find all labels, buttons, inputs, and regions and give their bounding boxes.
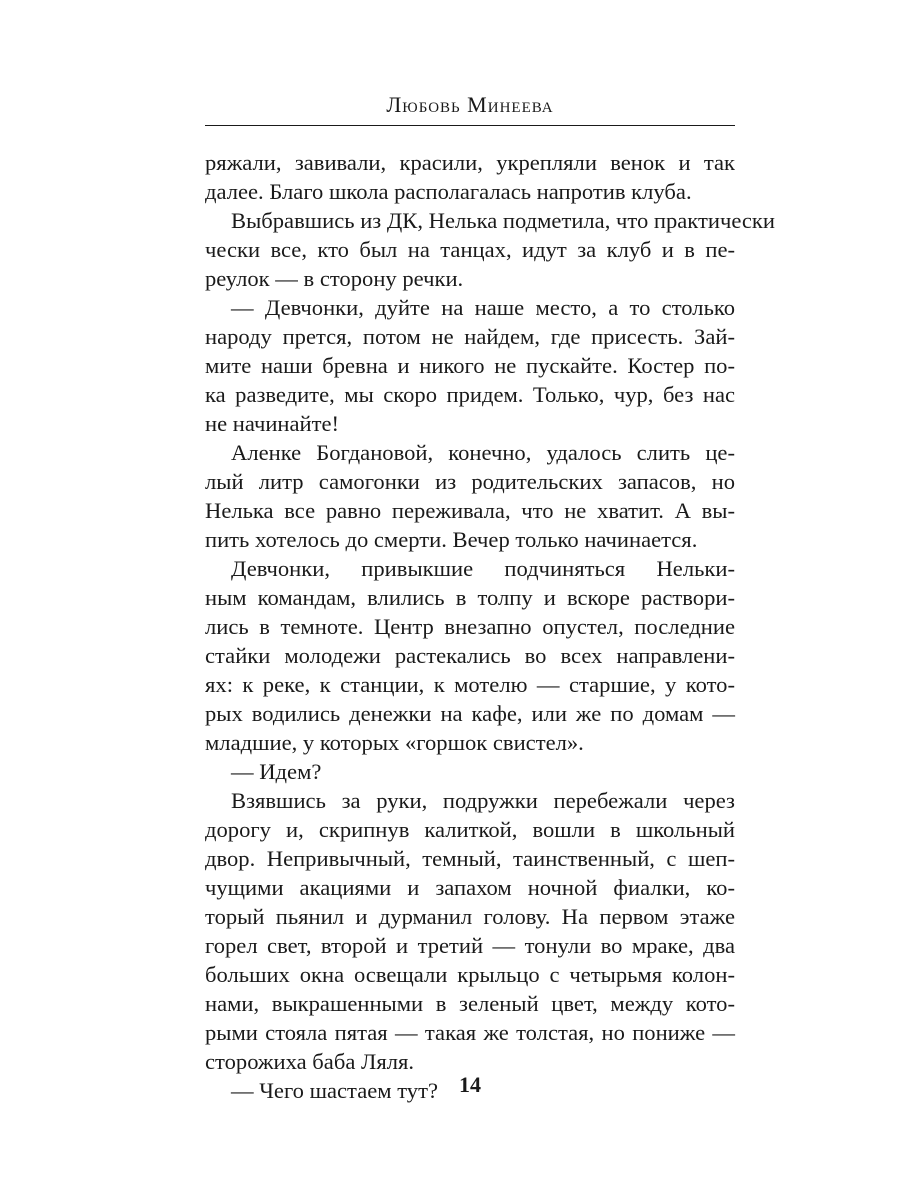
header-rule <box>205 125 735 126</box>
text-line: ряжали, завивали, красили, укрепляли венок и так <box>205 150 735 175</box>
text-line: — Идем? <box>231 759 322 784</box>
text-line: лый литр самогонки из родительских запасов, но <box>205 469 735 494</box>
text-line: реулок — в сторону речки. <box>205 266 464 291</box>
text-line: ка разведите, мы скоро придем. Только, чур, без нас <box>205 382 735 407</box>
text-line: рых водились денежки на кафе, или же по домам — <box>205 701 735 726</box>
text-line: больших окна освещали крыльцо с четырьмя колон- <box>205 962 735 987</box>
paragraph <box>205 438 735 554</box>
text-line: не начинайте! <box>205 411 340 436</box>
running-head: Любовь Минеева <box>386 92 554 117</box>
page-number: 14 <box>459 1072 481 1097</box>
paragraph <box>205 293 735 438</box>
paragraph <box>205 786 735 1076</box>
text-line: нами, выкрашенными в зеленый цвет, между кото- <box>205 991 735 1016</box>
paragraph <box>205 554 735 757</box>
text-line: сторожиха баба Ляля. <box>205 1049 415 1074</box>
paragraph <box>205 757 735 786</box>
text-line: горел свет, второй и третий — тонули во мраке, два <box>205 933 735 958</box>
text-line: — Девчонки, дуйте на наше место, а то столько <box>231 295 735 320</box>
text-line: чески все, кто был на танцах, идут за клуб и в пе- <box>205 237 735 262</box>
text-line: ях: к реке, к станции, к мотелю — старшие, у кото- <box>205 672 735 697</box>
text-line: пить хотелось до смерти. Вечер только начинается. <box>205 527 698 552</box>
text-line: — Чего шастаем тут? <box>231 1078 438 1103</box>
text-line: торый пьянил и дурманил голову. На первом этаже <box>205 904 735 929</box>
text-line: ным командам, влились в толпу и вскоре раствори- <box>205 585 735 610</box>
text-line: младшие, у которых «горшок свистел». <box>205 730 584 755</box>
text-line: народу прется, потом не найдем, где присесть. Зай- <box>205 324 735 349</box>
text-line: рыми стояла пятая — такая же толстая, но пониже — <box>205 1020 735 1045</box>
text-line: двор. Непривычный, темный, таинственный, с шеп- <box>205 846 735 871</box>
text-line: дорогу и, скрипнув калиткой, вошли в школьный <box>205 817 735 842</box>
text-line: Девчонки, привыкшие подчиняться Нельки- <box>231 556 735 581</box>
paragraph <box>205 206 776 293</box>
text-line: Аленке Богдановой, конечно, удалось слить це- <box>231 440 735 465</box>
body-text <box>205 148 776 1105</box>
text-line: Выбравшись из ДК, Нелька подметила, что практически <box>231 208 776 233</box>
text-line: лись в темноте. Центр внезапно опустел, последние <box>205 614 735 639</box>
text-line: стайки молодежи растекались во всех направлени- <box>205 643 735 668</box>
text-line: далее. Благо школа располагалась напротив клуба. <box>205 179 692 204</box>
text-line: Нелька все равно переживала, что не хватит. А вы- <box>205 498 735 523</box>
text-line: чущими акациями и запахом ночной фиалки, ко- <box>205 875 735 900</box>
text-line: Взявшись за руки, подружки перебежали через <box>231 788 735 813</box>
paragraph <box>205 148 735 206</box>
text-line: мите наши бревна и никого не пускайте. Костер по- <box>205 353 735 378</box>
